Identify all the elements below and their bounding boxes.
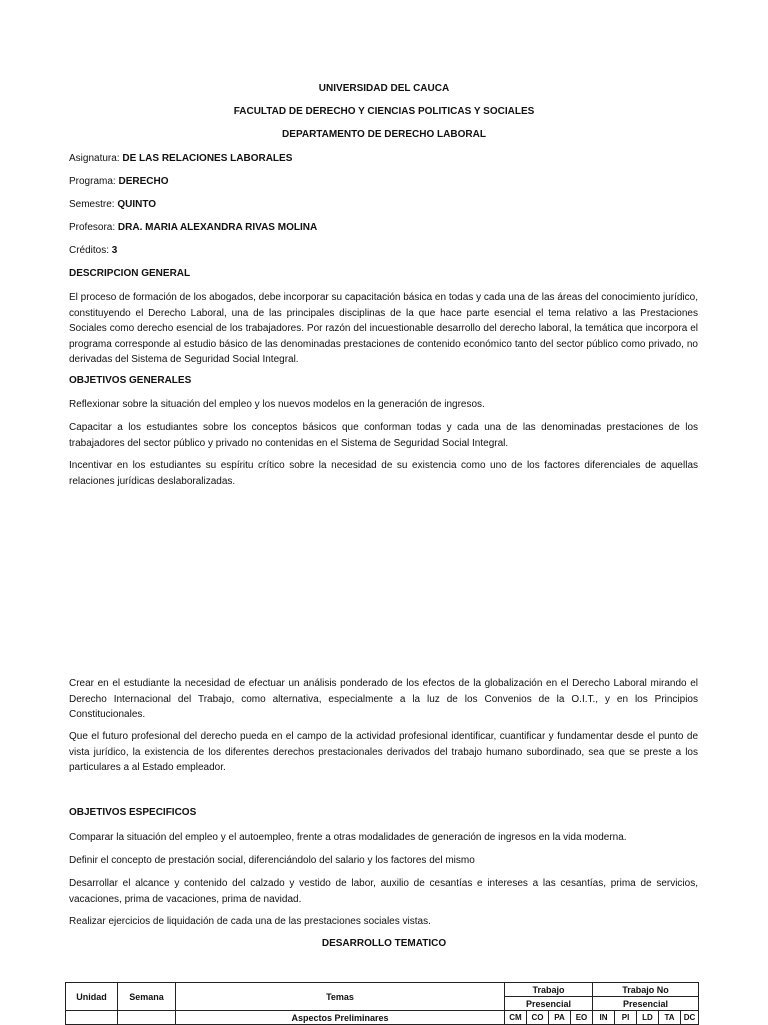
objetivo-especifico-3: Desarrollar el alcance y contenido del calzado y vestido de labor, auxilio de cesantías e intereses a las cesantías, prima de servicios, vacaciones, prima de vacaciones, prima de navidad. (69, 878, 698, 905)
faculty-title: FACULTAD DE DERECHO Y CIENCIAS POLITICAS Y SOCIALES (233, 106, 535, 117)
department-title: DEPARTAMENTO DE DERECHO LABORAL (282, 129, 486, 140)
objetivo-especifico-2: Definir el concepto de prestación social, diferenciándolo del salario y los factores del mismo (69, 855, 475, 866)
semestre-value: QUINTO (117, 199, 157, 210)
field-profesora (69, 221, 317, 235)
objetivo-general-5: Que el futuro profesional del derecho pueda en el campo de la actividad profesional identificar, cuantificar y fundamentar desde el punto de vista jurídico, la existencia de los diferentes derechos prestacionales derivados del trabajo humano subordinado, sea que se preste a los particulares a al Estado empleador. (69, 731, 698, 773)
descripcion-heading: DESCRIPCION GENERAL (69, 268, 191, 279)
field-programa (69, 175, 168, 189)
col-temas: Temas (176, 983, 505, 1011)
university-title: UNIVERSIDAD DEL CAUCA (318, 83, 450, 94)
asignatura-value: DE LAS RELACIONES LABORALES (122, 153, 293, 164)
creditos-label: Créditos: (69, 245, 110, 256)
sub-ld: LD (637, 1011, 659, 1025)
field-creditos (69, 244, 117, 258)
first-topic: Aspectos Preliminares (176, 1011, 505, 1025)
col-trabajo: Trabajo (505, 983, 593, 997)
cell-unidad (66, 1011, 118, 1025)
objetivos-generales-heading: OBJETIVOS GENERALES (69, 375, 192, 386)
objetivo-general-3: Incentivar en los estudiantes su espíritu crítico sobre la necesidad de su existencia como uno de los factores diferenciales de aquellas relaciones jurídicas deslaboralizadas. (69, 460, 698, 487)
programa-value: DERECHO (118, 176, 169, 187)
asignatura-label: Asignatura: (69, 153, 120, 164)
profesora-label: Profesora: (69, 222, 116, 233)
sub-pi: PI (615, 1011, 637, 1025)
col-semana: Semana (118, 983, 176, 1011)
sub-ta: TA (659, 1011, 681, 1025)
col-unidad: Unidad (66, 983, 118, 1011)
programa-label: Programa: (69, 176, 116, 187)
objetivo-general-1: Reflexionar sobre la situación del empleo y los nuevos modelos en la generación de ingresos. (69, 399, 485, 410)
semestre-label: Semestre: (69, 199, 115, 210)
col-presencial: Presencial (505, 997, 593, 1011)
objetivo-general-4: Crear en el estudiante la necesidad de efectuar un análisis ponderado de los efectos de la globalización en el Derecho Laboral mirando el Derecho Internacional del Trabajo, como alternativa, especialmente a la luz de los Convenios de la O.I.T., y en los Principios Constitucionales. (69, 678, 698, 720)
objetivo-especifico-1: Comparar la situación del empleo y el autoempleo, frente a otras modalidades de generación de ingresos en la vida moderna. (69, 832, 627, 843)
sub-dc: DC (681, 1011, 699, 1025)
sub-co: CO (527, 1011, 549, 1025)
objetivo-especifico-4: Realizar ejercicios de liquidación de cada una de las prestaciones sociales vistas. (69, 916, 431, 927)
creditos-value: 3 (111, 245, 118, 256)
desarrollo-heading: DESARROLLO TEMATICO (321, 938, 447, 949)
field-asignatura (69, 152, 292, 166)
descripcion-paragraph: El proceso de formación de los abogados, debe incorporar su capacitación básica en todas y cada una de las áreas del conocimiento jurídico, constituyendo el Derecho Laboral, una de las principales disciplinas de la que hace parte esencial el tema relativo a las Prestaciones Sociales como derecho esencial de los trabajadores. Por razón del incuestionable desarrollo del derecho laboral, la temática que incorpora el programa corresponde al estudio básico de las denominadas prestaciones de contenido económico tanto del sector público como privado, no derivadas del Sistema de Seguridad Social Integral. (69, 292, 698, 365)
sub-eo: EO (571, 1011, 593, 1025)
objetivos-especificos-heading: OBJETIVOS ESPECIFICOS (69, 807, 197, 818)
sub-in: IN (593, 1011, 615, 1025)
sub-pa: PA (549, 1011, 571, 1025)
col-trabajo-no: Trabajo No (593, 983, 699, 997)
desarrollo-table (65, 982, 699, 1025)
objetivo-general-2: Capacitar a los estudiantes sobre los conceptos básicos que conforman todas y cada una de las denominadas prestaciones de los trabajadores del sector público y privado no contenidas en el Sistema de Seguridad Social Integral. (69, 422, 698, 449)
col-no-presencial: Presencial (593, 997, 699, 1011)
profesora-value: DRA. MARIA ALEXANDRA RIVAS MOLINA (117, 222, 318, 233)
cell-semana (118, 1011, 176, 1025)
sub-cm: CM (505, 1011, 527, 1025)
field-semestre (69, 198, 156, 212)
